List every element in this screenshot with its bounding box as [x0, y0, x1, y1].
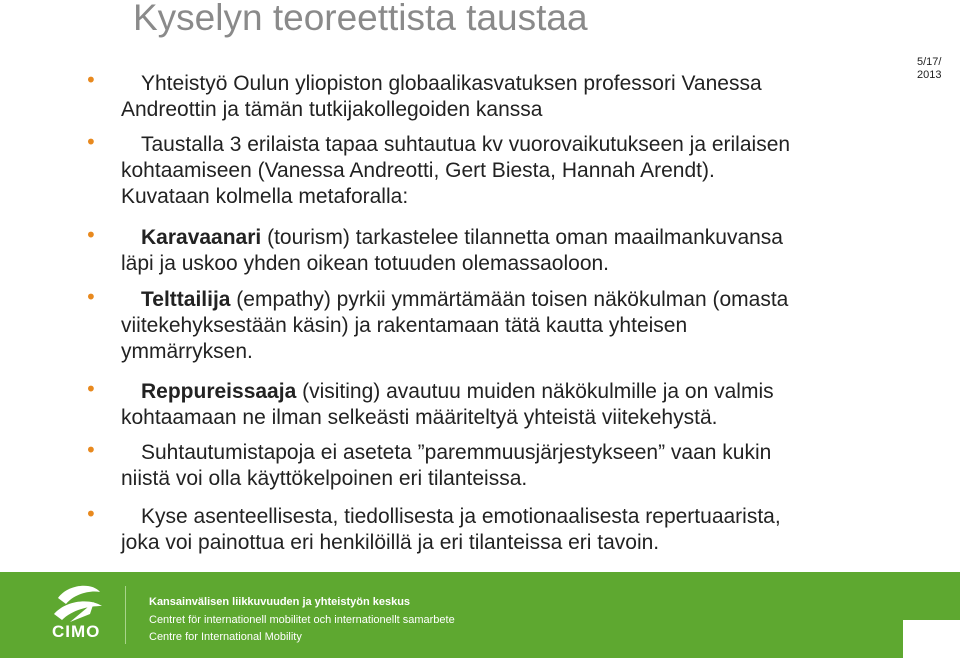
bullet-item [121, 440, 881, 492]
orange-bullet-icon: • [85, 377, 97, 401]
bullet-line: kohtaamaan ne ilman selkeästi määriteltyä yhteistä viitekehystä. [121, 406, 718, 429]
footer-bar [0, 572, 960, 658]
bullet-line: Andreottin ja tämän tutkijakollegoiden kanssa [121, 98, 543, 121]
bullet-line: Yhteistyö Oulun yliopiston globaalikasvatuksen professori Vanessa [141, 72, 762, 95]
bullet-item [121, 225, 881, 277]
footer-divider [125, 586, 126, 644]
page-number [917, 56, 951, 82]
bullet-line: Karavaanari (tourism) tarkastelee tilannetta oman maailmankuvansa [141, 226, 783, 249]
bullet-line: Reppureissaaja (visiting) avautuu muiden näkökulmille ja on valmis [141, 380, 774, 403]
orange-bullet-icon: • [85, 285, 97, 309]
orange-bullet-icon: • [85, 502, 97, 526]
bullet-line: Kuvataan kolmella metaforalla: [121, 185, 409, 208]
orange-bullet-icon: • [85, 68, 97, 92]
page-date: 5/17/ [917, 56, 942, 68]
orange-bullet-icon: • [85, 130, 97, 154]
bullet-line: Kyse asenteellisesta, tiedollisesta ja emotionaalisesta repertuaarista, [141, 505, 781, 528]
bullet-item [121, 71, 881, 123]
bullet-line: Telttailija (empathy) pyrkii ymmärtämään toisen näkökulman (omasta [141, 288, 789, 311]
org-name-fi: Kansainvälisen liikkuvuuden ja yhteistyön keskus [149, 596, 411, 608]
bullet-line: Suhtautumistapoja ei aseteta ”paremmuusjärjestykseen” vaan kukin [141, 441, 772, 464]
page-year: 2013 [917, 69, 942, 81]
bullet-line: Taustalla 3 erilaista tapaa suhtautua kv vuorovaikutukseen ja erilaisen [141, 133, 791, 156]
org-name-sv: Centret för internationell mobilitet och internationellt samarbete [149, 614, 455, 626]
bullet-line: läpi ja uskoo yhden oikean totuuden olemassaoloon. [121, 252, 610, 275]
bullet-line: kohtaamiseen (Vanessa Andreotti, Gert Biesta, Hannah Arendt). [121, 159, 715, 182]
bullet-line: joka voi painottua eri henkilöillä ja eri tilanteissa eri tavoin. [121, 531, 660, 554]
page-number-box [903, 620, 960, 658]
org-name-en: Centre for International Mobility [149, 631, 302, 643]
bullet-line: niistä voi olla käyttökelpoinen eri tilanteissa. [121, 467, 528, 490]
bullet-item [121, 504, 881, 556]
bullet-line: ymmärryksen. [121, 340, 253, 363]
slide-title: Kyselyn teoreettista taustaa [133, 0, 588, 38]
logo-text: CIMO [52, 622, 101, 641]
orange-bullet-icon: • [85, 438, 97, 462]
bullet-item [121, 287, 881, 365]
bullet-line: viitekehyksestään käsin) ja rakentamaan tätä kautta yhteisen [121, 314, 688, 337]
orange-bullet-icon: • [85, 223, 97, 247]
bullet-item [121, 132, 881, 210]
bullet-item [121, 379, 881, 431]
